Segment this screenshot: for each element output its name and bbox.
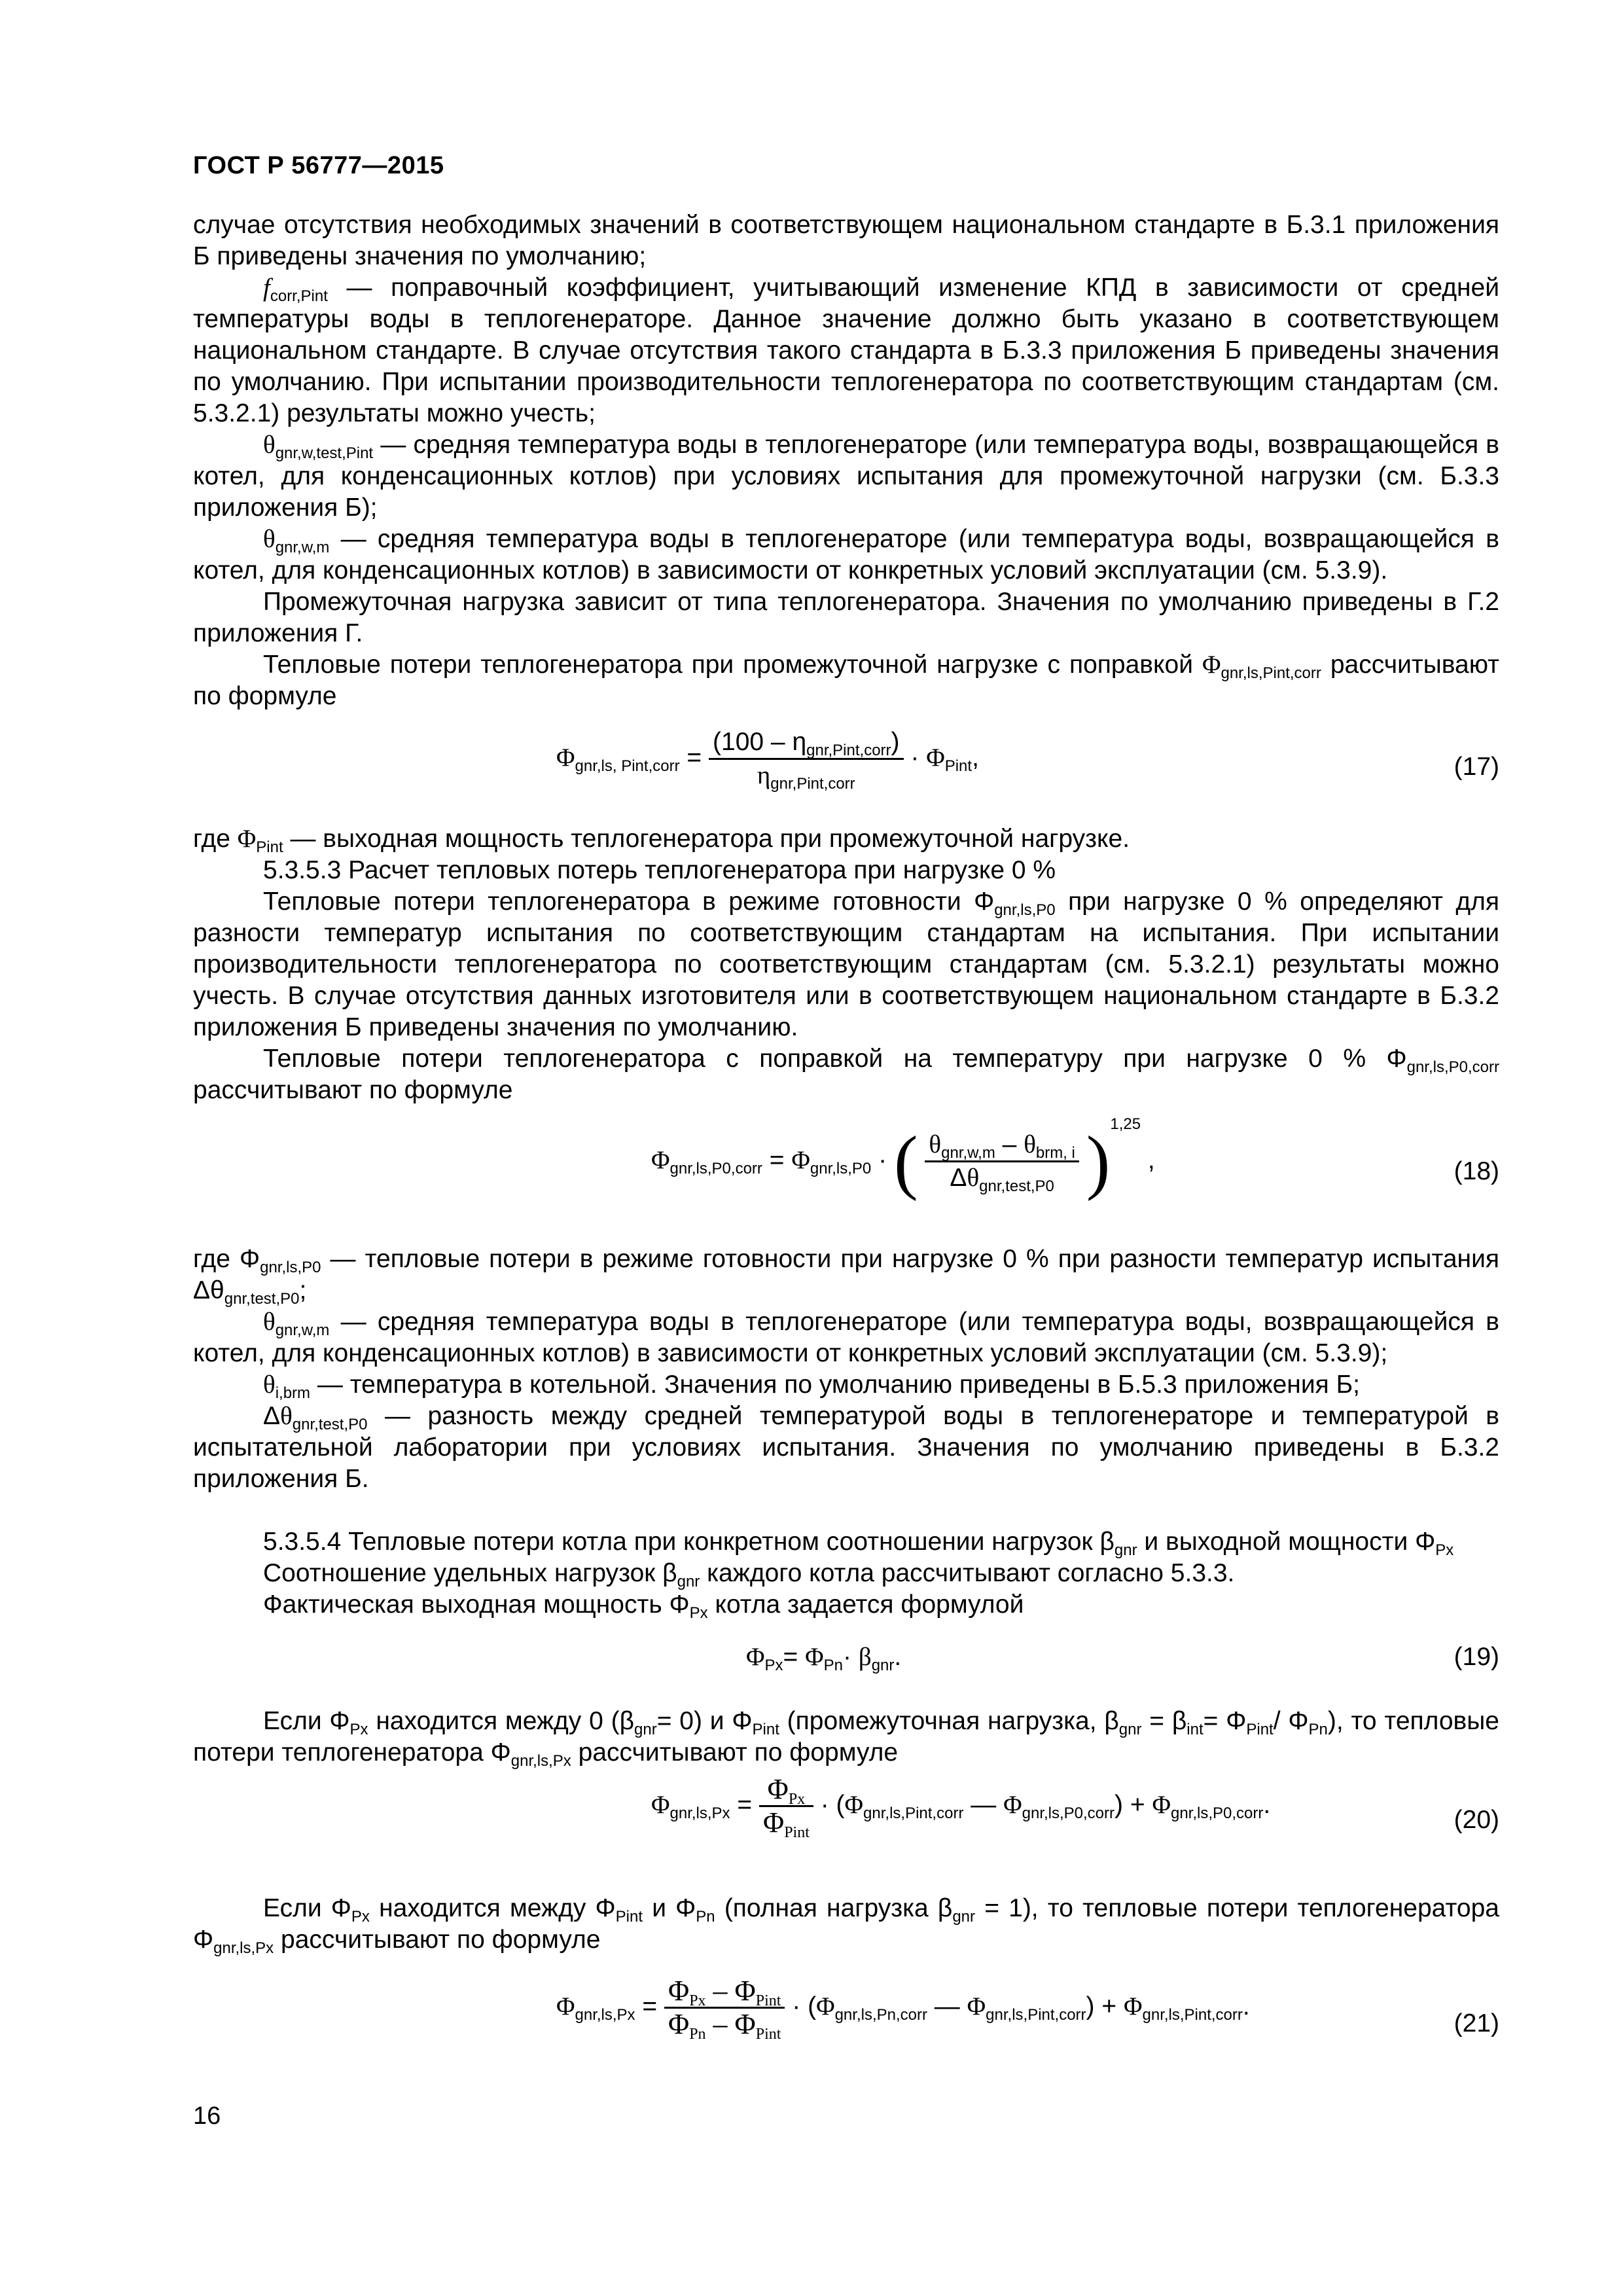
document-body — [193, 209, 1499, 2087]
paragraph: Если $\Phi_{Px}$ находится между 0 $(\beta_{gnr}= 0)$ и $\Phi_{Pint}$ (промежуточная нагрузка, $\beta_{gnr} = \beta_{int}= \Phi_{Pint}/$ $\Phi_{Pn}$), то тепловые потери теплогенератора $\Phi_{gnr,ls,Px}$ рассчитывают по формуле — [193, 1707, 1499, 1770]
equation-17: $\Phi_{gnr,ls, Pint,corr}$ = $\frac{(100 - \eta_{gnr,Pint,corr})}{\eta_{gnr,Pint,corr}}$ · $\Phi_{Pint}$, (17) — [556, 728, 1499, 793]
paragraph: случае отсутствия необходимых значений в соответствующем национальном стандарте в Б.3.1 приложения Б приведены значения по умолчанию; — [193, 211, 1499, 270]
paragraph: $\theta_{i,brm}$ — температура в котельной. Значения по умолчанию приведены в Б.5.3 приложения Б; — [263, 1371, 1361, 1402]
equation-20: $\Phi_{gnr,ls,Px}$ = $\frac{\Phi_{Px}}{\Phi_{Pint}}$ · ($\Phi_{gnr,ls,Pint,corr}$ — $\Phi_{gnr,ls,P0,corr}) + \Phi_{gnr,ls,P0,corr}$. (20) — [651, 1773, 1499, 1841]
equation-19: $\Phi_{Px}= \Phi_{Pn}\cdot \beta_{gnr}$. (19) — [746, 1643, 1499, 1674]
paragraph: где $\Phi_{gnr,ls,P0}$ — тепловые потери в режиме готовности при нагрузке 0 % при разности температур испытания $\Delta\theta_{gnr,test,P0}$; — [193, 1245, 1500, 1308]
equation-number: (20) — [1454, 1806, 1499, 1834]
equation-21: $\Phi_{gnr,ls,Px}$ = $\frac{\Phi_{Px} - \Phi_{Pint}}{\Phi_{Pn} - \Phi_{Pint}}$ · ($\Phi_{gnr,ls,Pn,corr}$ — $\Phi_{gnr,ls,Pint,corr}) + \Phi_{gnr,ls,Pint,corr}$. (21) — [556, 1975, 1499, 2043]
fraction: $\frac{\Phi_{Px} - \Phi_{Pint}}{\Phi_{Pn} - \Phi_{Pint}}$ — [664, 1975, 785, 2040]
equation-number: (17) — [1454, 753, 1499, 781]
paragraph: Соотношение удельных нагрузок $\beta_{gnr}$ каждого котла рассчитывают согласно 5.3.3. — [263, 1559, 1235, 1590]
paragraph: Промежуточная нагрузка зависит от типа теплогенератора. Значения по умолчанию приведены в Г.2 приложения Г. — [193, 588, 1499, 647]
equation-18: $\Phi_{gnr,ls,P0,corr} = \Phi_{gnr,ls,P0}$ · ( $\frac{\theta_{gnr,w,m} - \theta_{brm, i}}{\Delta\theta_{gnr,test,P0}}$ )$^{1,25}$ , (18) — [651, 1115, 1499, 1202]
paragraph: Тепловые потери теплогенератора при промежуточной нагрузке с поправкой $\Phi_{gnr,ls,Pint,corr}$ рассчитывают по формуле — [193, 651, 1499, 710]
fraction: $\frac{\Phi_{Px}}{\Phi_{Pint}}$ — [759, 1774, 813, 1839]
equation-number: (19) — [1454, 1643, 1499, 1671]
paragraph: Фактическая выходная мощность $\Phi_{Px}$ котла задается формулой — [263, 1590, 1024, 1622]
fraction: $\frac{(100 - \eta_{gnr,Pint,corr})}{\eta_{gnr,Pint,corr}}$ — [709, 726, 904, 791]
document-header: ГОСТ Р 56777—2015 — [193, 152, 444, 179]
fraction: $\frac{\theta_{gnr,w,m} - \theta_{brm, i}}{\Delta\theta_{gnr,test,P0}}$ — [925, 1129, 1079, 1194]
page-number: 16 — [193, 2102, 221, 2130]
equation-number: (18) — [1454, 1157, 1499, 1185]
paragraph: $\theta_{gnr,w,m}$ — средняя температура воды в теплогенераторе (или температура воды, возвращающейся в котел, для конденсационных котлов) в зависимости от конкретных условий эксплуатации (см. 5.3.9). — [193, 525, 1499, 584]
paragraph: $\theta_{gnr,w,m}$ — средняя температура воды в теплогенераторе (или температура воды, возвращающейся в котел, для конденсационных котлов) в зависимости от конкретных условий эксплуатации (см. 5.3.9); — [193, 1308, 1499, 1367]
section-heading: 5.3.5.3 Расчет тепловых потерь теплогенератора при нагрузке 0 % — [263, 856, 1056, 884]
paragraph: $f_{corr,Pint}$ — поправочный коэффициент, учитывающий изменение КПД в зависимости от средней температуры воды в теплогенераторе. Данное значение должно быть указано в соответствующем национальном стандарте. В случае отсутствия такого стандарта в Б.3.3 приложения Б приведены значения по умолчанию. При испытании производительности теплогенератора по соответствующим стандартам (см. 5.3.2.1) результаты можно учесть; — [193, 274, 1499, 427]
paragraph: где $\Phi_{Pint}$ — выходная мощность теплогенератора при промежуточной нагрузке. — [193, 825, 1130, 856]
paragraph: $\Delta\theta_{gnr,test,P0}$ — разность между средней температурой воды в теплогенераторе и температурой в испытательной лаборатории при условиях испытания. Значения по умолчанию приведены в Б.3.2 приложения Б. — [193, 1402, 1499, 1493]
section-heading: 5.3.5.4 Тепловые потери котла при конкретном соотношении нагрузок $\beta_{gnr}$ и выходной мощности $\Phi_{Px}$ — [263, 1528, 1454, 1559]
equation-number: (21) — [1454, 2009, 1499, 2037]
paragraph: Тепловые потери теплогенератора с поправкой на температуру при нагрузке 0 % $\Phi_{gnr,ls,P0,corr}$ рассчитывают по формуле — [193, 1045, 1499, 1104]
paragraph: Если $\Phi_{Px}$ находится между $\Phi_{Pint}$ и $\Phi_{Pn}$ (полная нагрузка $\beta_{gnr} = 1$), то тепловые потери теплогенератора $\Phi_{gnr,ls,Px}$ рассчитывают по формуле — [193, 1894, 1499, 1957]
paragraph: Тепловые потери теплогенератора в режиме готовности $\Phi_{gnr,ls,P0}$ при нагрузке 0 % определяют для разности температур испытания по соответствующим стандартам на испытания. При испытании производительности теплогенератора по соответствующим стандартам (см. 5.3.2.1) результаты можно учесть. В случае отсутствия данных изготовителя или в соответствующем национальном стандарте в Б.3.2 приложения Б приведены значения по умолчанию. — [193, 888, 1499, 1041]
paragraph: $\theta_{gnr,w,test,Pint}$ — средняя температура воды в теплогенераторе (или температура воды, возвращающейся в котел, для конденсационных котлов) при условиях испытания для промежуточной нагрузки (см. Б.3.3 приложения Б); — [193, 431, 1499, 522]
